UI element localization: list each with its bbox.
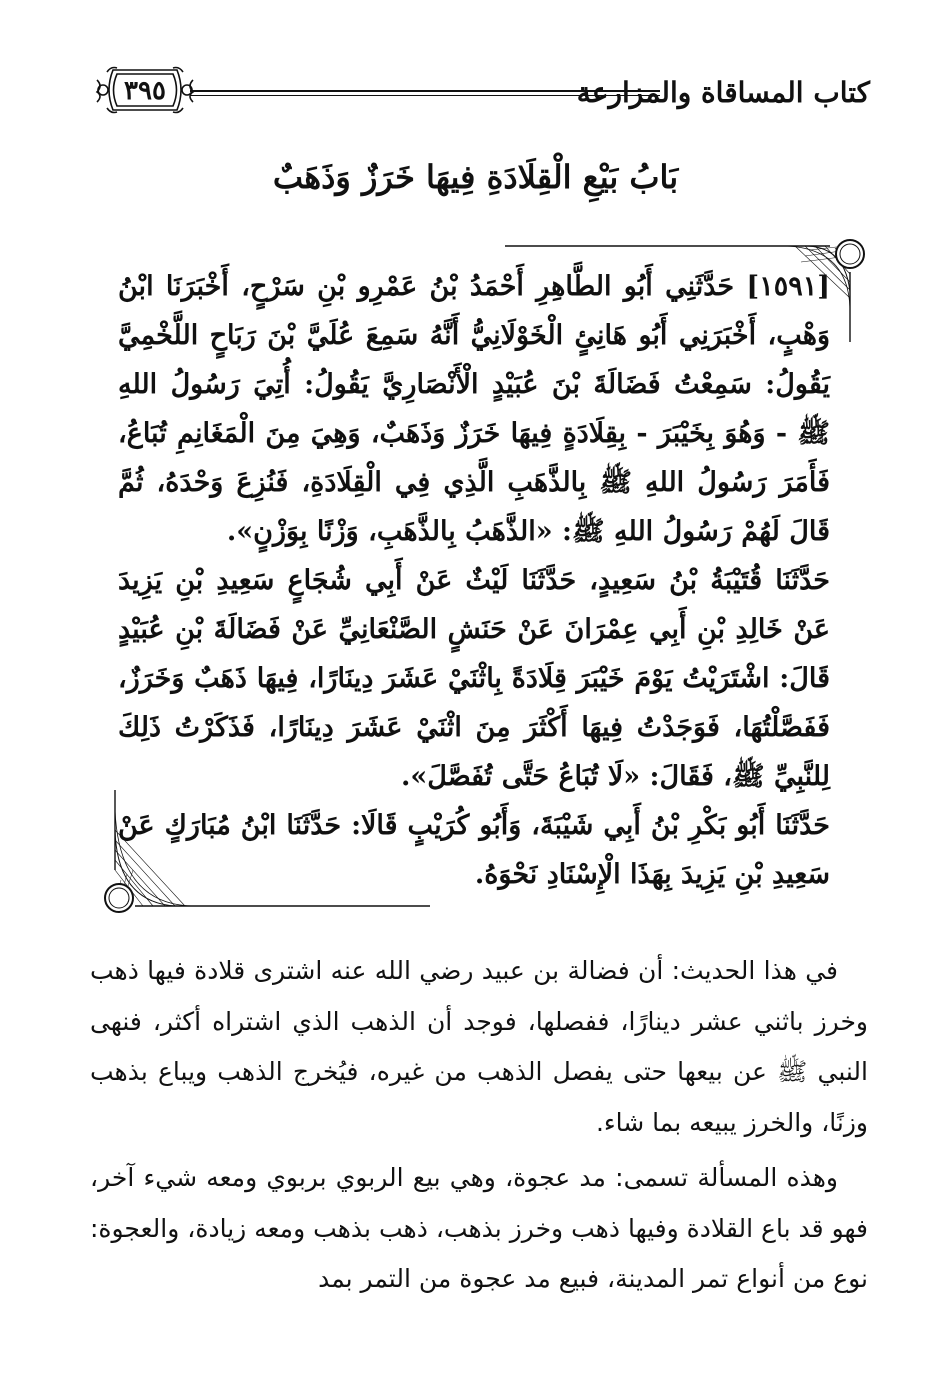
hadith-paragraph: حَدَّثَنَا أَبُو بَكْرِ بْنُ أَبِي شَيْبَةَ، وَأَبُو كُرَيْبٍ قَالَا: حَدَّثَنَا ابْنُ مُبَارَكٍ عَنْ سَعِيدِ بْنِ يَزِيدَ بِهَذَا الْإِسْنَادِ نَحْوَهُ. xyxy=(118,810,830,890)
book-title: كتاب المساقاة والمزارعة xyxy=(576,76,870,109)
page-number-ornament xyxy=(95,62,195,118)
page-number: ٣٩٥ xyxy=(124,76,166,106)
chapter-title: بَابُ بَيْعِ الْقِلَادَةِ فِيهَا خَرَزٌ وَذَهَبٌ xyxy=(272,158,679,196)
commentary-paragraph: وهذه المسألة تسمى: مد عجوة، وهي بيع الربوي بربوي ومعه شيء آخر، فهو قد باع القلادة وفيها ذهب وخرز بذهب، ذهب بذهب ومعه زيادة، والعجوة: نوع من أنواع تمر المدينة، فبيع مد عجوة من التمر بمد xyxy=(90,1163,868,1293)
running-header xyxy=(95,60,870,120)
hadith-paragraph: [١٥٩١] حَدَّثَنِي أَبُو الطَّاهِرِ أَحْمَدُ بْنُ عَمْرِو بْنِ سَرْحٍ، أَخْبَرَنَا ابْنُ وَهْبٍ، أَخْبَرَنِي أَبُو هَانِئٍ الْخَوْلَانِيُّ أَنَّهُ سَمِعَ عُلَيَّ بْنَ رَبَاحٍ اللَّخْمِيَّ يَقُولُ: سَمِعْتُ فَضَالَةَ بْنَ عُبَيْدٍ الْأَنْصَارِيَّ يَقُولُ: أُتِيَ رَسُولُ اللهِ ﷺ - وَهُوَ بِخَيْبَرَ - بِقِلَادَةٍ فِيهَا خَرَزٌ وَذَهَبٌ، وَهِيَ مِنَ الْمَغَانِمِ تُبَاعُ، فَأَمَرَ رَسُولُ اللهِ ﷺ بِالذَّهَبِ الَّذِي فِي الْقِلَادَةِ، فَنُزِعَ وَحْدَهُ، ثُمَّ قَالَ لَهُمْ رَسُولُ اللهِ ﷺ: «الذَّهَبُ بِالذَّهَبِ، وَزْنًا بِوَزْنٍ». xyxy=(118,271,830,547)
commentary-paragraph: في هذا الحديث: أن فضالة بن عبيد رضي الله عنه اشترى قلادة فيها ذهب وخرز باثني عشر دينارًا، ففصلها، فوجد أن الذهب الذي اشتراه أكثر، فنهى النبي ﷺ عن بيعها حتى يفصل الذهب من غيره، فيُخرج الذهب ويباع بذهب وزنًا، والخرز يبيعه بما شاء. xyxy=(90,956,868,1137)
hadith-paragraph: حَدَّثَنَا قُتَيْبَةُ بْنُ سَعِيدٍ، حَدَّثَنَا لَيْثٌ عَنْ أَبِي شُجَاعٍ سَعِيدِ بْنِ يَزِيدَ عَنْ خَالِدِ بْنِ أَبِي عِمْرَانَ عَنْ حَنَشٍ الصَّنْعَانِيِّ عَنْ فَضَالَةَ بْنِ عُبَيْدٍ قَالَ: اشْتَرَيْتُ يَوْمَ خَيْبَرَ قِلَادَةً بِاثْنَيْ عَشَرَ دِينَارًا، فِيهَا ذَهَبٌ وَخَرَزٌ، فَفَصَّلْتُهَا، فَوَجَدْتُ فِيهَا أَكْثَرَ مِنَ اثْنَيْ عَشَرَ دِينَارًا، فَذَكَرْتُ ذَلِكَ لِلنَّبِيِّ ﷺ، فَقَالَ: «لَا تُبَاعُ حَتَّى تُفَصَّلَ». xyxy=(118,565,830,792)
commentary-block xyxy=(90,946,868,1310)
frame-corner-bottom-left-icon xyxy=(95,790,430,920)
